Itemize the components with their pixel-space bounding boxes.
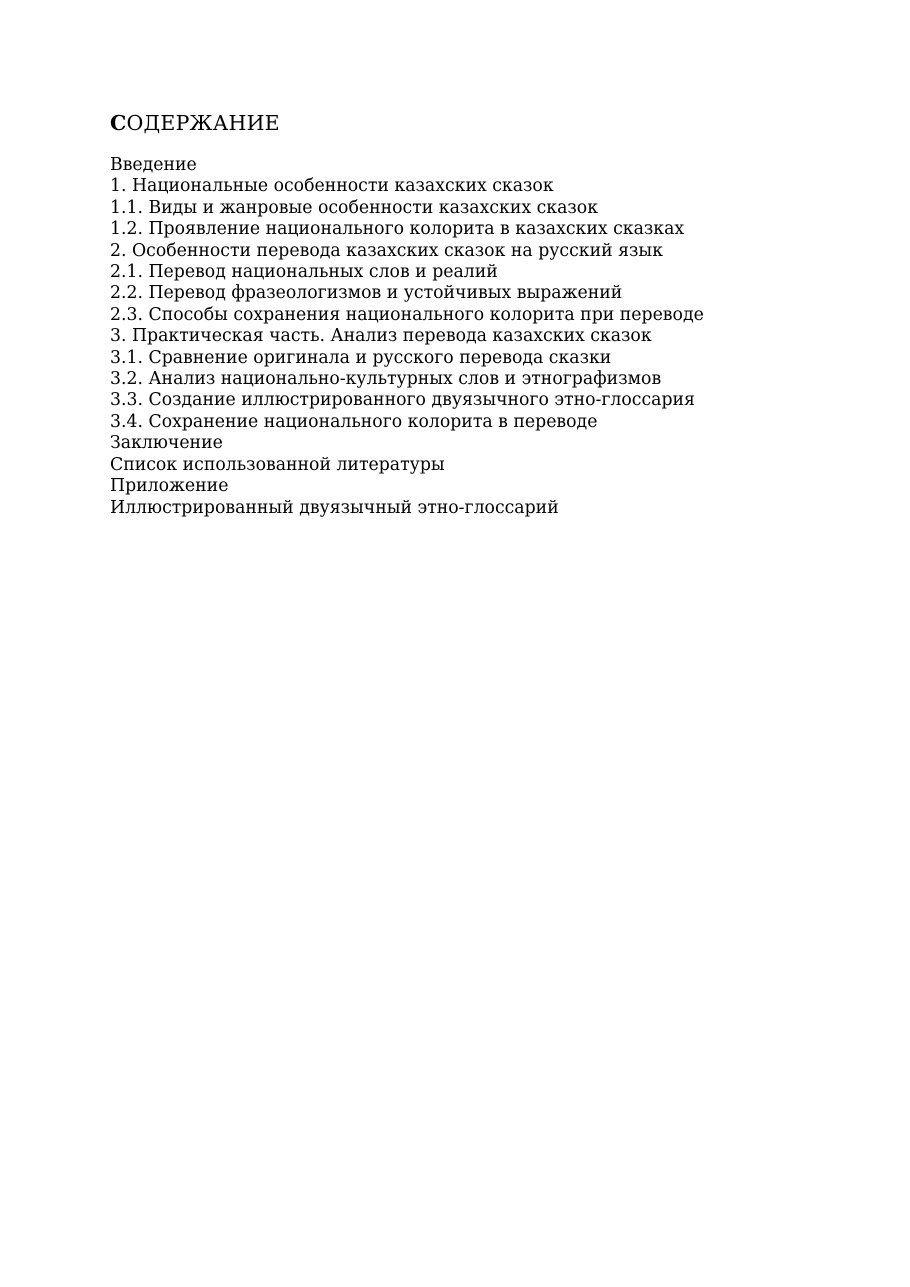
toc-entry: Введение	[110, 155, 197, 175]
toc-entry: 1. Национальные особенности казахских сказок	[110, 176, 554, 197]
toc-entry: 3.1. Сравнение оригинала и русского перевода сказки	[110, 347, 612, 368]
page-title	[110, 110, 280, 136]
page-title-rest: ОДЕРЖАНИЕ	[126, 111, 280, 135]
toc-entry: 2.2. Перевод фразеологизмов и устойчивых выражений	[110, 283, 623, 304]
toc-entry: 3.3. Создание иллюстрированного двуязычного этно-глоссария	[110, 390, 695, 411]
toc-entry: Заключение	[110, 433, 223, 454]
toc-entry: 1.2. Проявление национального колорита в казахских сказках	[110, 219, 685, 240]
toc-entry: Список использованной литературы	[110, 454, 445, 475]
page-title-first-letter: С	[110, 111, 127, 135]
toc-entry: 3.2. Анализ национально-культурных слов и этнографизмов	[110, 369, 662, 390]
toc-entry: 3.4. Сохранение национального колорита в переводе	[110, 411, 598, 432]
toc-entry: 2. Особенности перевода казахских сказок на русский язык	[110, 240, 663, 261]
toc-entry: 3. Практическая часть. Анализ перевода казахских сказок	[110, 326, 652, 347]
toc-entry: 2.3. Способы сохранения национального колорита при переводе	[110, 304, 704, 325]
table-of-contents	[110, 155, 704, 519]
toc-entry: 1.1. Виды и жанровые особенности казахских сказок	[110, 197, 599, 218]
toc-entry: Приложение	[110, 476, 229, 497]
toc-entry: 2.1. Перевод национальных слов и реалий	[110, 262, 498, 283]
toc-entry: Иллюстрированный двуязычный этно-глоссарий	[110, 497, 559, 518]
